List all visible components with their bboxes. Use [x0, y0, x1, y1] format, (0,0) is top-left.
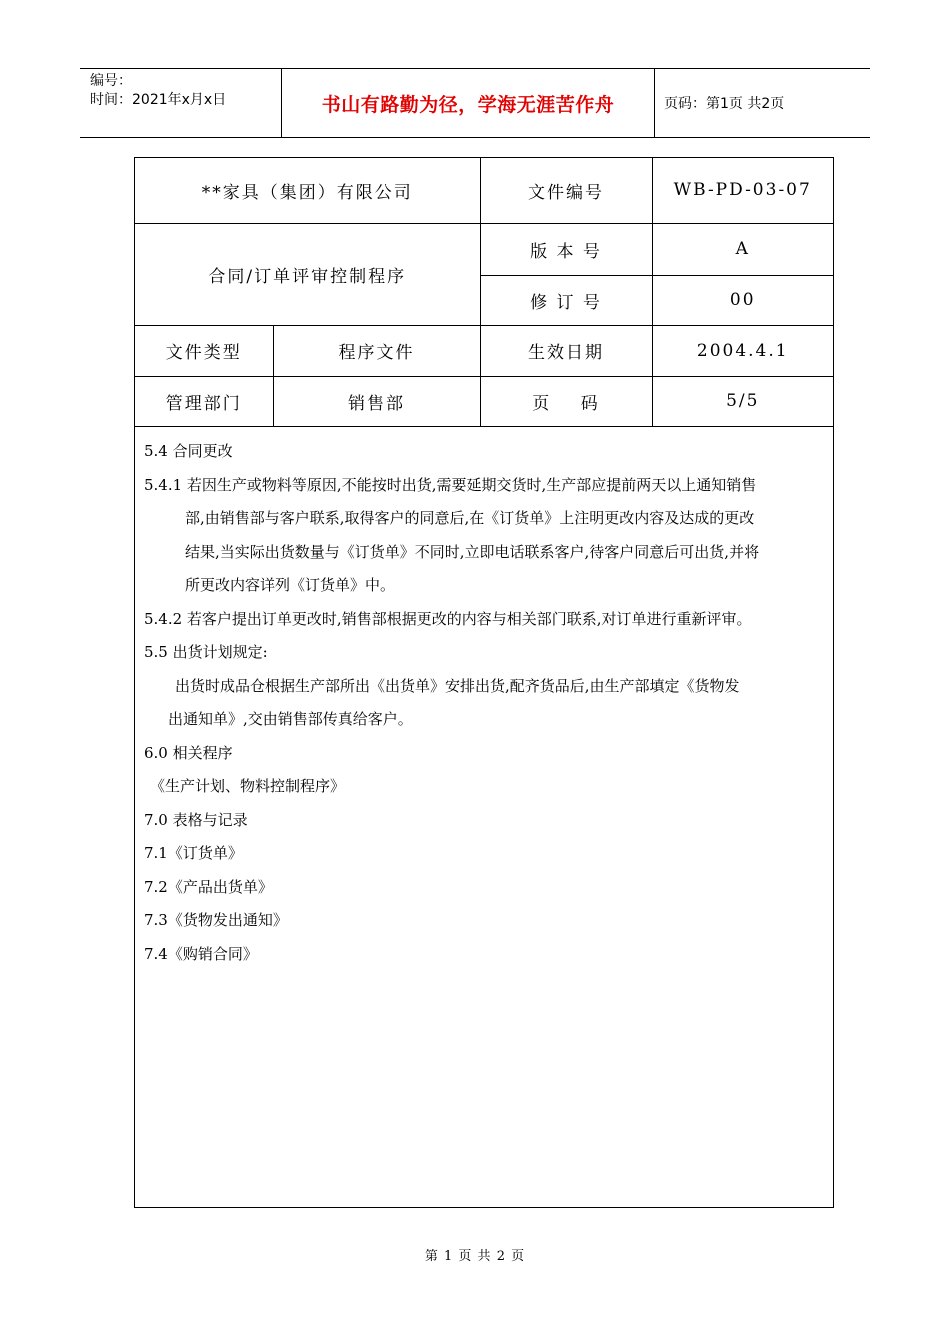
- document-frame: [134, 157, 834, 1208]
- dept-label: 管理部门: [135, 376, 273, 426]
- doc-type-label: 文件类型: [135, 325, 273, 376]
- page-footer: 第 1 页 共 2 页: [424, 1249, 526, 1264]
- revision-label: 修 订 号: [480, 275, 652, 325]
- document-meta-table: [135, 158, 833, 427]
- section-heading: 5.4 合同更改: [144, 442, 233, 460]
- effective-date-value: 2004.4.1: [652, 325, 833, 376]
- paragraph-line: 部,由销售部与客户联系,取得客户的同意后,在《订货单》上注明更改内容及达成的更改: [185, 509, 755, 527]
- header-page-cell: [655, 69, 870, 137]
- record-item: 7.1《订货单》: [144, 844, 243, 862]
- section-heading: 6.0 相关程序: [144, 743, 233, 762]
- doc-number-value: WB-PD-03-07: [652, 158, 833, 223]
- document-header: [80, 68, 870, 138]
- paragraph-line: 所更改内容详列《订货单》中。: [185, 576, 396, 594]
- paragraph-line: 5.4.1 若因生产或物料等原因,不能按时出货,需要延期交货时,生产部应提前两天以上通知销售: [144, 475, 757, 494]
- revision-value: 00: [652, 275, 833, 325]
- header-motto-cell: [282, 69, 655, 137]
- motto-text: 书山有路勤为径，学海无涯苦作舟: [321, 93, 615, 116]
- version-value: A: [652, 223, 833, 275]
- section-heading: 5.5 出货计划规定:: [144, 643, 268, 661]
- section-heading: 7.0 表格与记录: [144, 810, 248, 829]
- document-time-label: 时间：2021年x月x日: [90, 92, 227, 108]
- procedure-title: 合同/订单评审控制程序: [135, 223, 480, 325]
- record-item: 7.4《购销合同》: [144, 944, 258, 963]
- document-number-label: 编号：: [90, 73, 132, 89]
- reference-item: 《生产计划、物料控制程序》: [150, 777, 346, 795]
- record-item: 7.3《货物发出通知》: [144, 911, 288, 929]
- paragraph-line: 5.4.2 若客户提出订单更改时,销售部根据更改的内容与相关部门联系,对订单进行重新评审。: [144, 609, 752, 628]
- paragraph-line: 出通知单》,交由销售部传真给客户。: [168, 710, 413, 728]
- record-item: 7.2《产品出货单》: [144, 877, 273, 896]
- page-label: 页 码: [480, 376, 652, 426]
- paragraph-line: 出货时成品仓根据生产部所出《出货单》安排出货,配齐货品后,由生产部填定《货物发: [175, 676, 740, 695]
- doc-type-value: 程序文件: [273, 325, 480, 376]
- document-body: [144, 435, 829, 971]
- company-name: **家具（集团）有限公司: [135, 158, 480, 223]
- version-label: 版 本 号: [480, 223, 652, 275]
- header-info-cell: [80, 69, 282, 137]
- header-page-info: 页码：第1页 共2页: [664, 96, 785, 112]
- effective-date-label: 生效日期: [480, 325, 652, 376]
- dept-value: 销售部: [273, 376, 480, 426]
- doc-number-label: 文件编号: [480, 158, 652, 223]
- paragraph-line: 结果,当实际出货数量与《订货单》不同时,立即电话联系客户,待客户同意后可出货,并将: [185, 542, 760, 561]
- page-value: 5/5: [652, 376, 833, 426]
